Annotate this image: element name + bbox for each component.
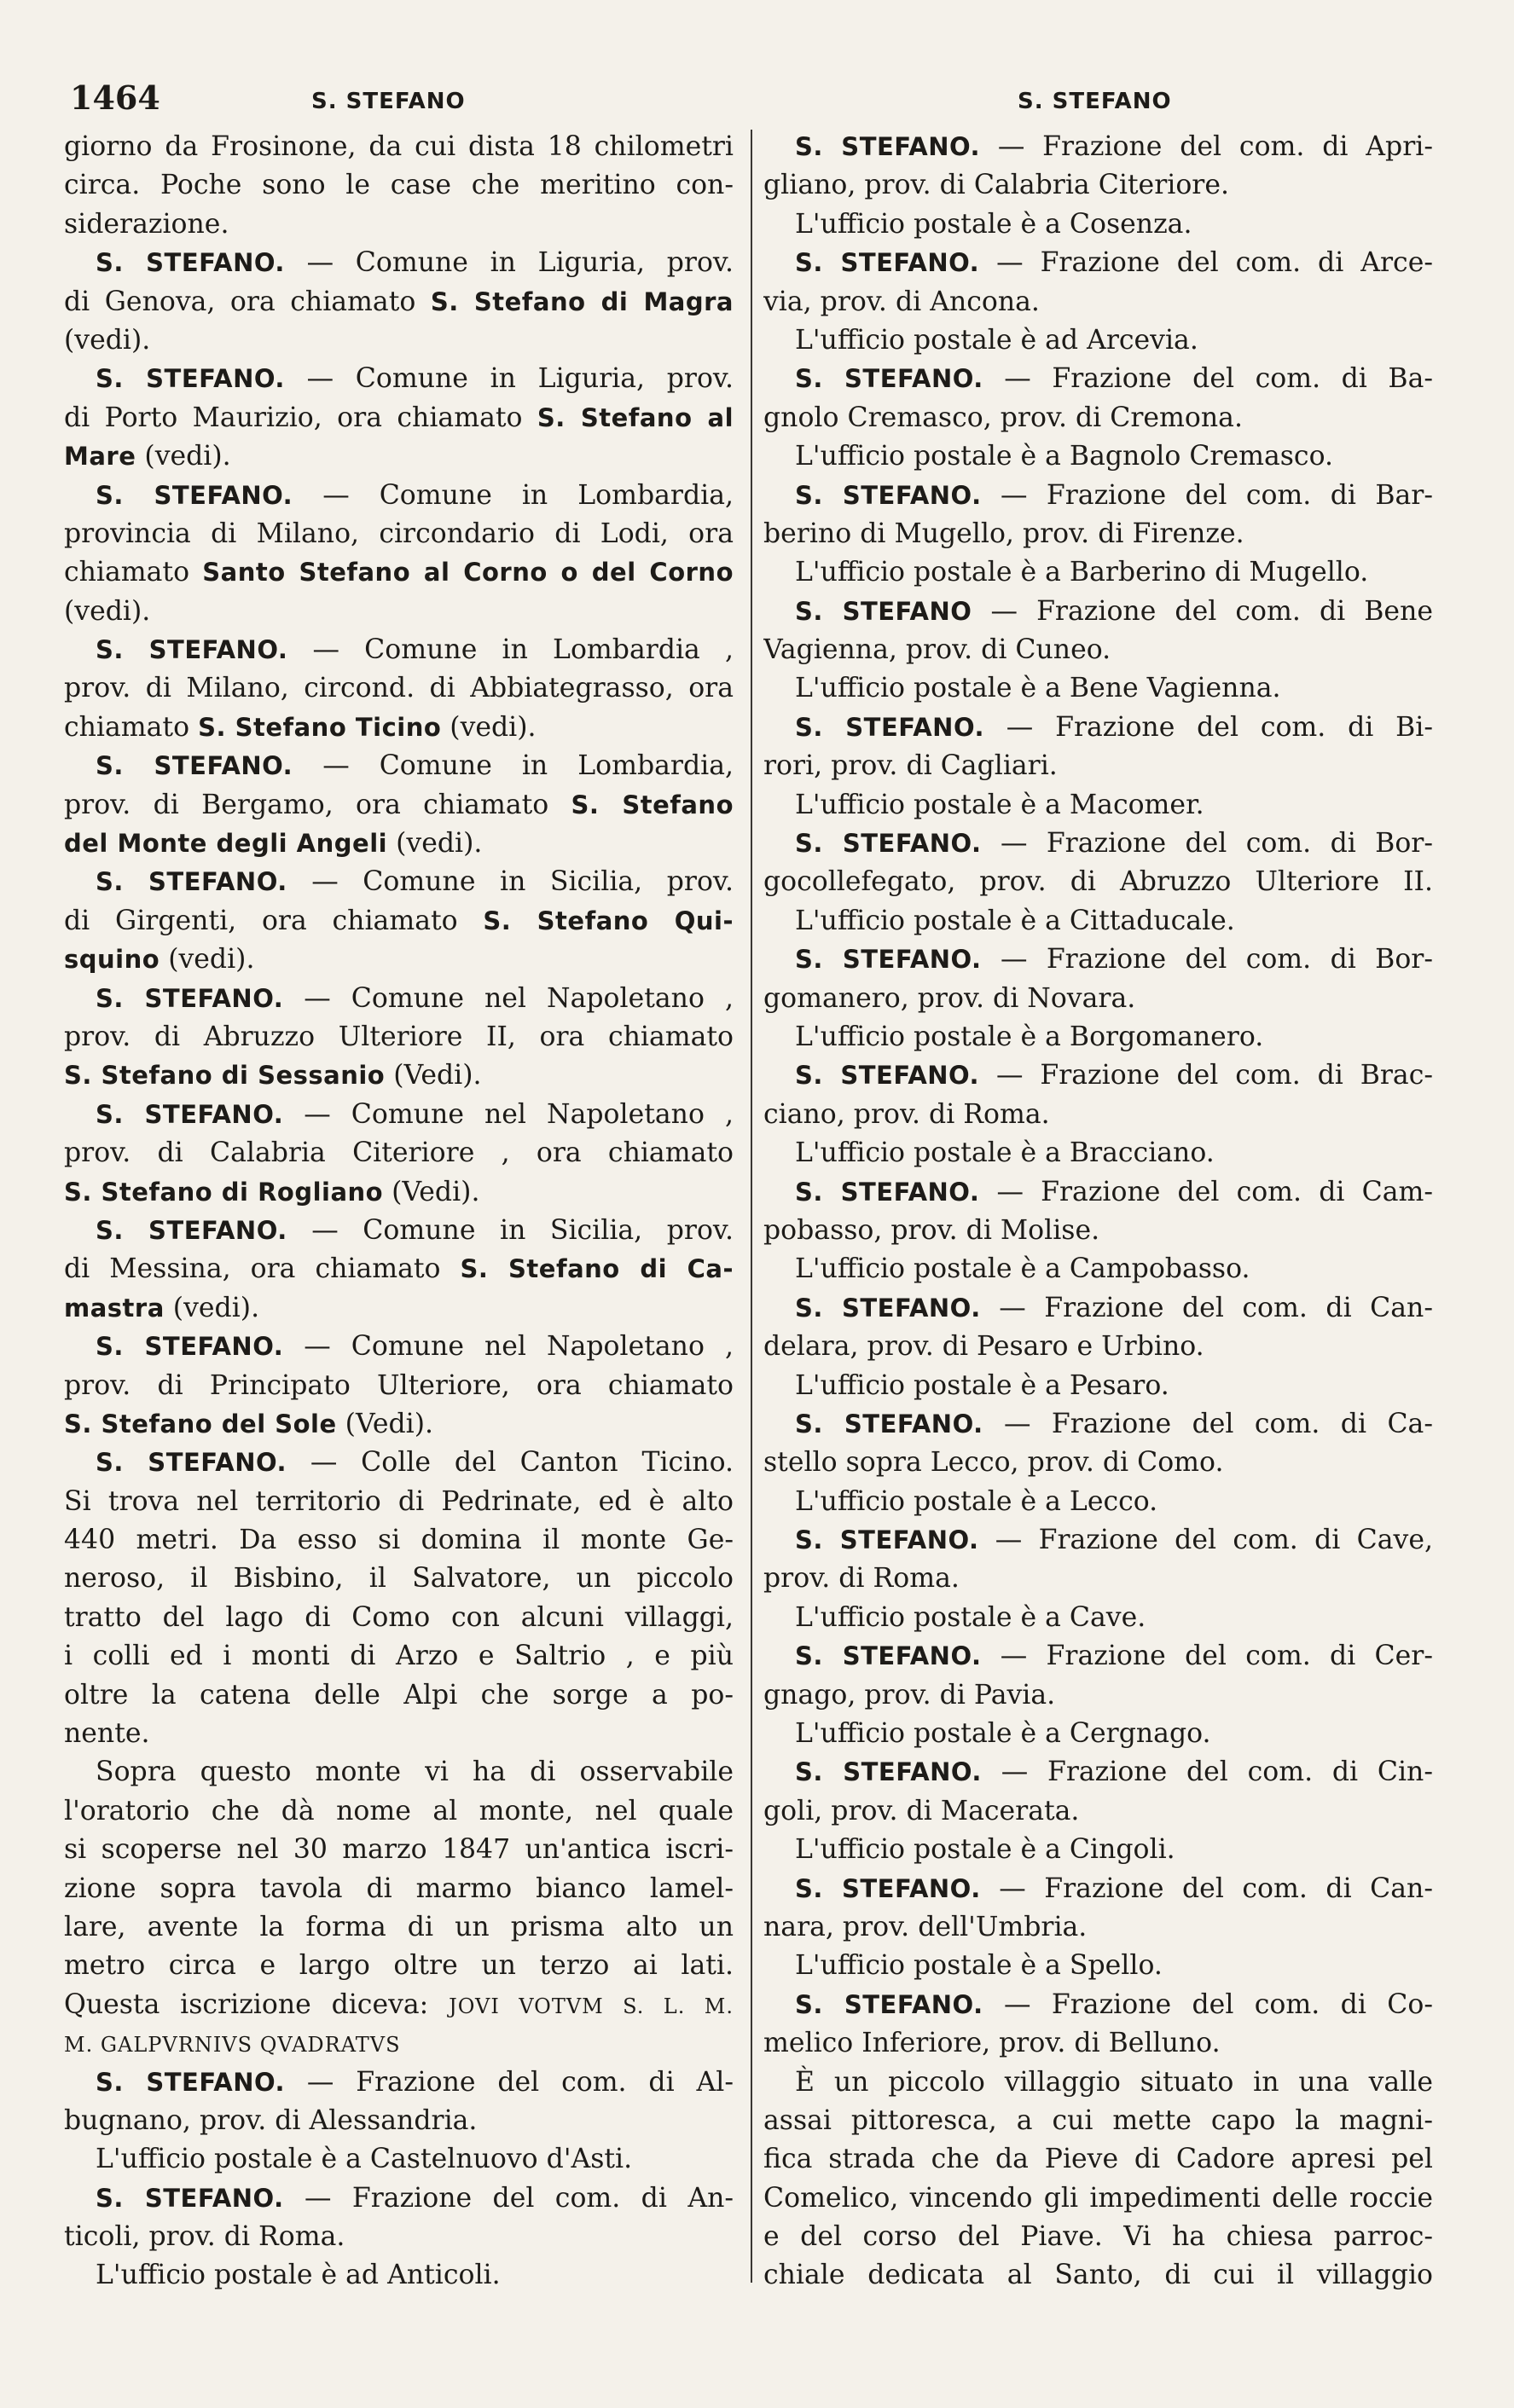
text-line [64, 2024, 734, 2063]
text-line [64, 1328, 734, 1366]
line-text: ciano, prov. di Roma. [763, 1098, 1050, 1130]
line-text: È un piccolo villaggio situato in una valle [795, 2066, 1433, 2098]
line-text: gliano, prov. di Calabria Citeriore. [763, 170, 1230, 201]
line-text: — Frazione del com. di Brac- [979, 1060, 1433, 1091]
line-text: (vedi). [64, 595, 151, 627]
text-line [64, 1444, 734, 1482]
entry-heading: S. Stefano Qui- [483, 906, 734, 935]
left-column [64, 128, 734, 2295]
line-text: (vedi). [64, 324, 151, 356]
text-line [763, 2024, 1433, 2063]
text-line [763, 244, 1433, 282]
line-text: chiale dedicata al Santo, di cui il villaggio [763, 2260, 1433, 2291]
text-line [64, 2102, 734, 2140]
text-line [763, 1637, 1433, 1676]
text-line [64, 747, 734, 785]
line-text: L'ufficio postale è a Bene Vagienna. [795, 673, 1281, 704]
text-line [64, 1792, 734, 1831]
text-line [763, 593, 1433, 631]
line-text: — Frazione del com. di Cave, [978, 1525, 1433, 1556]
text-line [763, 1250, 1433, 1288]
line-text: — Frazione del com. di Can- [980, 1292, 1433, 1323]
line-text: L'ufficio postale è a Lecco. [795, 1485, 1158, 1517]
line-text: — Comune in Sicilia, prov. [287, 1214, 734, 1246]
text-line [64, 1599, 734, 1637]
line-text: melico Inferiore, prov. di Belluno. [763, 2028, 1221, 2059]
entry-heading: S. STEFANO. [795, 1525, 979, 1555]
line-text: prov. di Abruzzo Ulteriore II, ora chiamato [64, 1021, 734, 1052]
line-text: — Frazione del com. di Al- [285, 2066, 734, 2098]
text-line [64, 515, 734, 553]
text-line [64, 1134, 734, 1172]
line-text: prov. di Roma. [763, 1563, 960, 1595]
text-line [763, 1792, 1433, 1831]
line-text: i colli ed i monti di Arzo e Saltrio , e più [64, 1641, 734, 1672]
text-line [763, 669, 1433, 708]
text-line [64, 1018, 734, 1056]
text-line [64, 786, 734, 825]
text-line [64, 1870, 734, 1908]
entry-heading: S. Stefano di Magra [430, 287, 734, 316]
line-text: gnolo Cremasco, prov. di Cremona. [763, 402, 1243, 433]
page-header [0, 78, 1514, 130]
line-text: (vedi). [160, 944, 255, 975]
line-text: L'ufficio postale è a Bracciano. [795, 1137, 1215, 1169]
text-line [64, 1173, 734, 1212]
line-text: — Frazione del com. di Co- [983, 1988, 1433, 2020]
line-text: — Frazione del com. di Bor- [981, 944, 1433, 975]
inscription-text: M. GALPVRNIVS QVADRATVS [64, 2033, 401, 2058]
line-text: nara, prov. dell'Umbria. [763, 1911, 1088, 1942]
text-line [763, 1018, 1433, 1056]
entry-heading: S. STEFANO. [795, 829, 982, 859]
line-text: L'ufficio postale è a Pesaro. [795, 1369, 1169, 1401]
text-line [763, 2102, 1433, 2140]
text-line [763, 166, 1433, 205]
line-text: L'ufficio postale è a Cosenza. [795, 208, 1192, 240]
entry-heading: S. Stefano di Rogliano [64, 1177, 384, 1207]
text-line [64, 283, 734, 321]
text-line [763, 1173, 1433, 1212]
line-text: si scoperse nel 30 marzo 1847 un'antica iscri- [64, 1834, 734, 1866]
entry-heading: S. STEFANO. [795, 1061, 980, 1091]
text-line [64, 1056, 734, 1095]
text-line [763, 1096, 1433, 1134]
text-line [64, 360, 734, 398]
line-text: di Messina, ora chiamato [64, 1253, 461, 1285]
entry-heading: S. STEFANO. [795, 1293, 981, 1323]
text-line [64, 1405, 734, 1444]
text-line [763, 786, 1433, 825]
line-text: — Comune in Liguria, prov. [284, 363, 734, 395]
text-line [64, 166, 734, 205]
text-line [64, 1212, 734, 1250]
line-text: berino di Mugello, prov. di Firenze. [763, 518, 1244, 549]
line-text: — Frazione del com. di Bar- [981, 479, 1433, 511]
line-text: assai pittoresca, a cui mette capo la magni- [763, 2104, 1433, 2136]
entry-heading: S. STEFANO. [96, 248, 285, 278]
entry-heading: Mare [64, 442, 136, 472]
text-line [64, 709, 734, 747]
text-line [64, 825, 734, 863]
line-text: di Girgenti, ora chiamato [64, 905, 484, 936]
line-text: lare, avente la forma di un prisma alto un [64, 1911, 734, 1942]
line-text: gocollefegato, prov. di Abruzzo Ulteriore II. [763, 866, 1433, 898]
line-text: — Frazione del com. di Arce- [979, 247, 1433, 279]
line-text: (Vedi). [383, 1176, 480, 1207]
entry-heading: S. STEFANO. [795, 1409, 983, 1438]
entry-heading: S. Stefano del Sole [64, 1409, 337, 1438]
line-text: L'ufficio postale è ad Arcevia. [795, 324, 1198, 356]
line-text: circa. Poche sono le case che meritino con- [64, 170, 734, 201]
text-line [763, 1483, 1433, 1521]
text-line [763, 1870, 1433, 1908]
line-text: tratto del lago di Como con alcuni villaggi, [64, 1601, 734, 1633]
text-line [64, 1483, 734, 1521]
line-text: zione sopra tavola di marmo bianco lamel- [64, 1873, 734, 1904]
line-text: neroso, il Bisbino, il Salvatore, un piccolo [64, 1563, 734, 1595]
text-line [64, 593, 734, 631]
text-line [64, 437, 734, 476]
line-text: (vedi). [441, 711, 537, 743]
text-line [763, 941, 1433, 979]
entry-heading: S. STEFANO [795, 596, 972, 626]
text-line [763, 709, 1433, 747]
line-text: fica strada che da Pieve di Cadore apresi pel [763, 2144, 1433, 2175]
line-text: L'ufficio postale è a Cave. [795, 1601, 1146, 1633]
line-text: — Frazione del com. di An- [283, 2182, 734, 2214]
text-line [64, 631, 734, 669]
line-text: — Frazione del com. di Bene [972, 595, 1433, 627]
text-line [64, 1250, 734, 1288]
line-text: — Frazione del com. di Can- [980, 1873, 1433, 1904]
line-text: — Comune nel Napoletano , [283, 1098, 734, 1130]
entry-heading: S. Stefano [571, 790, 734, 819]
entry-heading: S. STEFANO. [96, 635, 288, 665]
text-line [64, 1715, 734, 1753]
entry-heading: S. STEFANO. [96, 1332, 284, 1362]
line-text: — Frazione del com. di Cer- [981, 1641, 1433, 1672]
line-text: L'ufficio postale è a Spello. [795, 1950, 1163, 1982]
line-text: Vagienna, prov. di Cuneo. [763, 634, 1111, 666]
text-line [763, 1715, 1433, 1753]
line-text: nente. [64, 1718, 150, 1750]
line-text: prov. di Bergamo, ora chiamato [64, 789, 571, 820]
text-line [64, 941, 734, 979]
entry-heading: S. Stefano di Ca- [460, 1254, 734, 1284]
text-line [64, 980, 734, 1018]
line-text: L'ufficio postale è ad Anticoli. [96, 2260, 501, 2291]
text-line [64, 1637, 734, 1676]
line-text: prov. di Calabria Citeriore , ora chiamato [64, 1137, 734, 1169]
entry-heading: S. STEFANO. [795, 945, 982, 975]
line-text: (Vedi). [336, 1408, 433, 1439]
line-text: (vedi). [136, 441, 231, 472]
running-head-left: S. STEFANO [311, 89, 466, 114]
line-text: L'ufficio postale è a Campobasso. [795, 1253, 1250, 1285]
text-line [763, 1212, 1433, 1250]
line-text: gnago, prov. di Pavia. [763, 1679, 1056, 1710]
text-line [763, 205, 1433, 244]
line-text: — Frazione del com. di Apri- [980, 131, 1433, 162]
line-text: L'ufficio postale è a Cergnago. [795, 1718, 1211, 1750]
line-text: L'ufficio postale è a Cingoli. [795, 1834, 1175, 1866]
text-line [64, 2256, 734, 2295]
line-text: L'ufficio postale è a Macomer. [795, 789, 1204, 820]
line-text: prov. di Principato Ulteriore, ora chiamato [64, 1369, 734, 1401]
text-line [64, 244, 734, 282]
text-line [763, 1947, 1433, 1985]
running-head-right: S. STEFANO [1018, 89, 1172, 114]
entry-heading: S. STEFANO. [96, 364, 285, 394]
line-text: giorno da Frosinone, da cui dista 18 chilometri [64, 131, 734, 162]
line-text: (Vedi). [385, 1060, 482, 1091]
line-text: gomanero, prov. di Novara. [763, 982, 1136, 1014]
text-line [64, 399, 734, 437]
line-text: L'ufficio postale è a Borgomanero. [795, 1021, 1264, 1052]
entry-heading: S. STEFANO. [795, 1177, 980, 1207]
text-line [64, 2179, 734, 2218]
entry-heading: S. STEFANO. [96, 867, 287, 897]
entry-heading: S. Stefano di Sessanio [64, 1061, 386, 1091]
line-text: Questa iscrizione diceva: [64, 1988, 450, 2020]
text-line [763, 1328, 1433, 1366]
line-text: e del corso del Piave. Vi ha chiesa parroc- [763, 2221, 1433, 2253]
inscription-text: JOVI VOTVM S. L. M. [449, 1994, 734, 2018]
text-line [64, 2218, 734, 2256]
text-line [763, 1405, 1433, 1444]
entry-heading: S. STEFANO. [96, 2183, 284, 2213]
entry-heading: Santo Stefano al Corno o del Corno [202, 558, 734, 588]
line-text: — Comune in Liguria, prov. [284, 247, 734, 279]
entry-heading: S. STEFANO. [795, 1989, 983, 2019]
line-text: Sopra questo monte vi ha di osservabile [96, 1757, 734, 1788]
entry-heading: S. STEFANO. [96, 751, 293, 781]
line-text: — Comune nel Napoletano , [283, 982, 734, 1014]
text-line [763, 128, 1433, 166]
line-text: via, prov. di Ancona. [763, 286, 1040, 317]
line-text: L'ufficio postale è a Cittaducale. [795, 905, 1235, 936]
text-line [64, 1367, 734, 1405]
line-text: delara, prov. di Pesaro e Urbino. [763, 1331, 1204, 1363]
line-text: — Comune nel Napoletano , [283, 1331, 734, 1363]
entry-heading: S. STEFANO. [96, 2067, 286, 2097]
text-line [763, 902, 1433, 941]
text-line [763, 283, 1433, 321]
line-text: — Frazione del com. di Bor- [981, 828, 1433, 860]
text-line [64, 669, 734, 708]
entry-heading: S. STEFANO. [795, 1757, 982, 1787]
line-text: chiamato [64, 711, 199, 743]
line-text: stello sopra Lecco, prov. di Como. [763, 1447, 1224, 1479]
line-text: L'ufficio postale è a Barberino di Mugello. [795, 557, 1369, 588]
text-line [763, 1521, 1433, 1560]
text-line [763, 2179, 1433, 2218]
entry-heading: S. STEFANO. [795, 480, 982, 510]
text-line [64, 1908, 734, 1947]
right-column [763, 128, 1433, 2295]
line-text: — Frazione del com. di Ba- [983, 363, 1433, 395]
line-text: siderazione. [64, 208, 229, 240]
text-line [763, 747, 1433, 785]
text-line [64, 128, 734, 166]
entry-heading: S. Stefano al [537, 402, 734, 432]
text-line [64, 1521, 734, 1560]
entry-heading: S. STEFANO. [96, 983, 284, 1013]
line-text: di Genova, ora chiamato [64, 286, 431, 317]
text-line [64, 2064, 734, 2102]
text-line [763, 321, 1433, 360]
text-line [763, 1560, 1433, 1598]
text-line [64, 205, 734, 244]
text-line [64, 1560, 734, 1598]
text-line [763, 477, 1433, 515]
text-line [763, 360, 1433, 398]
entry-heading: del Monte degli Angeli [64, 829, 388, 859]
text-line [763, 553, 1433, 592]
text-line [763, 1367, 1433, 1405]
line-text: — Comune in Lombardia , [287, 634, 734, 666]
text-line [763, 1056, 1433, 1095]
text-line [763, 1676, 1433, 1715]
entry-heading: S. STEFANO. [795, 712, 984, 742]
text-line [763, 515, 1433, 553]
line-text: di Porto Maurizio, ora chiamato [64, 402, 537, 433]
line-text: — Colle del Canton Ticino. [287, 1447, 734, 1479]
line-text: — Frazione del com. di Ca- [983, 1408, 1433, 1439]
entry-heading: mastra [64, 1293, 165, 1323]
text-line [763, 1908, 1433, 1947]
line-text: metro circa e largo oltre un terzo ai lati. [64, 1950, 734, 1982]
line-text: — Comune in Lombardia, [293, 750, 734, 782]
line-text: pobasso, prov. di Molise. [763, 1214, 1100, 1246]
text-line [763, 825, 1433, 863]
text-line [64, 1831, 734, 1869]
text-line [64, 902, 734, 941]
entry-heading: squino [64, 945, 160, 975]
text-line [763, 2140, 1433, 2179]
text-line [763, 437, 1433, 476]
line-text: ticoli, prov. di Roma. [64, 2221, 345, 2253]
text-line [763, 1444, 1433, 1482]
page-number: 1464 [70, 78, 160, 117]
entry-heading: S. STEFANO. [96, 1099, 284, 1129]
text-line [763, 2064, 1433, 2102]
line-text: bugnano, prov. di Alessandria. [64, 2104, 478, 2136]
text-line [763, 1831, 1433, 1869]
text-line [64, 1096, 734, 1134]
text-line [64, 1676, 734, 1715]
entry-heading: S. STEFANO. [795, 132, 981, 161]
text-line [763, 1599, 1433, 1637]
text-line [64, 321, 734, 360]
text-line [763, 980, 1433, 1018]
line-text: — Comune in Sicilia, prov. [287, 866, 734, 898]
line-text: rori, prov. di Cagliari. [763, 750, 1058, 782]
text-line [763, 399, 1433, 437]
entry-heading: S. Stefano Ticino [198, 712, 442, 742]
text-line [763, 1753, 1433, 1792]
line-text: goli, prov. di Macerata. [763, 1795, 1080, 1826]
text-line [763, 1134, 1433, 1172]
entry-heading: S. STEFANO. [96, 1448, 287, 1478]
line-text: — Comune in Lombardia, [293, 479, 734, 511]
line-text: 440 metri. Da esso si domina il monte Ge- [64, 1525, 734, 1556]
line-text: provincia di Milano, circondario di Lodi, ora [64, 518, 734, 549]
entry-heading: S. STEFANO. [795, 248, 980, 278]
line-text: L'ufficio postale è a Castelnuovo d'Asti. [96, 2144, 633, 2175]
text-line [763, 2218, 1433, 2256]
text-line [763, 2256, 1433, 2295]
text-line [64, 1753, 734, 1792]
text-line [763, 863, 1433, 901]
text-line [64, 553, 734, 592]
text-line [763, 1289, 1433, 1328]
line-text: (vedi). [387, 828, 483, 860]
line-text: oltre la catena delle Alpi che sorge a po- [64, 1679, 734, 1710]
line-text: l'oratorio che dà nome al monte, nel quale [64, 1795, 734, 1826]
entry-heading: S. STEFANO. [795, 364, 983, 394]
text-line [64, 1289, 734, 1328]
line-text: — Frazione del com. di Cam- [979, 1176, 1433, 1207]
text-line [64, 2140, 734, 2179]
text-line [64, 1986, 734, 2024]
line-text: L'ufficio postale è a Bagnolo Cremasco. [795, 441, 1333, 472]
line-text: (vedi). [164, 1292, 260, 1323]
entry-heading: S. STEFANO. [795, 1641, 982, 1671]
line-text: Comelico, vincendo gli impedimenti delle roccie [763, 2182, 1433, 2214]
entry-heading: S. STEFANO. [96, 1215, 287, 1245]
text-line [64, 477, 734, 515]
text-line [763, 1986, 1433, 2024]
text-line [64, 1947, 734, 1985]
line-text: — Frazione del com. di Cin- [981, 1757, 1433, 1788]
column-divider [751, 130, 752, 2283]
line-text: — Frazione del com. di Bi- [984, 711, 1433, 743]
entry-heading: S. STEFANO. [96, 480, 293, 510]
line-text: chiamato [64, 557, 203, 588]
text-line [64, 863, 734, 901]
line-text: Si trova nel territorio di Pedrinate, ed è alto [64, 1485, 734, 1517]
text-line [763, 631, 1433, 669]
entry-heading: S. STEFANO. [795, 1873, 981, 1903]
line-text: prov. di Milano, circond. di Abbiategrasso, ora [64, 673, 734, 704]
